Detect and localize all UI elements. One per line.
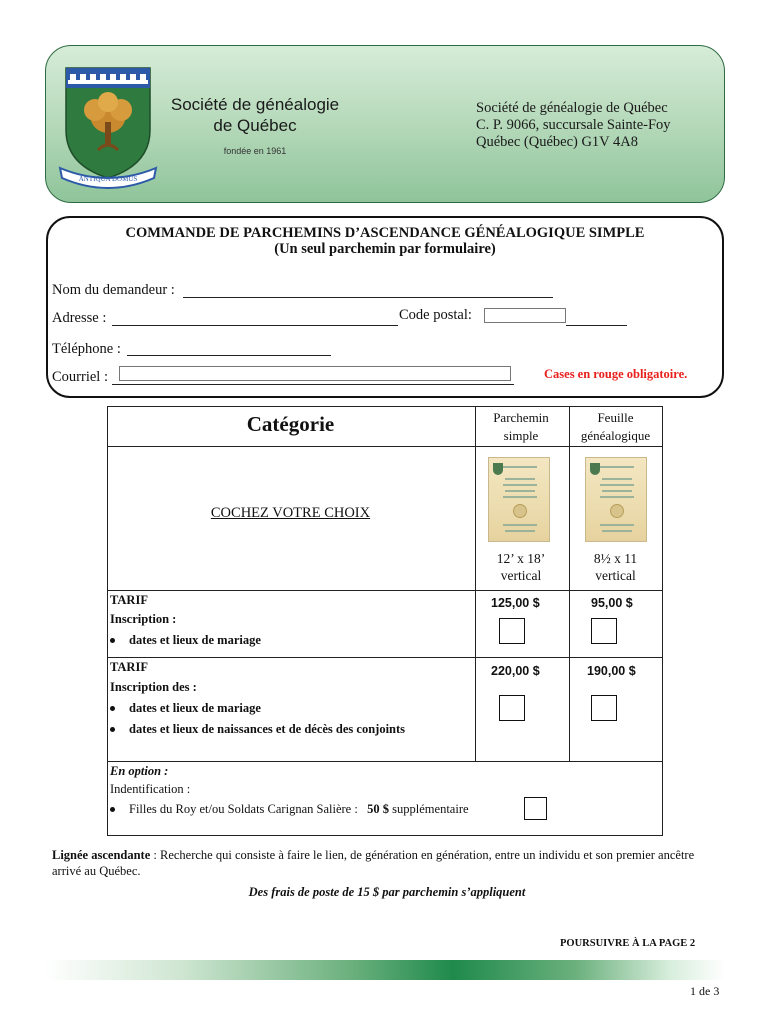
col-parchemin-header-line1: Parchemin: [493, 410, 549, 425]
founded-date: fondée en 1961: [223, 146, 287, 156]
org-name: Société de généalogie: [170, 95, 340, 114]
feuille-preview-image: [585, 457, 647, 542]
option-price: 50 $: [367, 802, 390, 816]
category-header: Catégorie: [246, 412, 335, 436]
option-item: Filles du Roy et/ou Soldats Carignan Salière : 50 $ supplémentaire: [110, 802, 469, 817]
col-feuille-header-line2: généalogique: [580, 428, 651, 443]
postal-code-underline: [566, 325, 627, 326]
row2-feuille-checkbox[interactable]: [591, 695, 617, 721]
name-field[interactable]: [183, 297, 553, 298]
category-table: [107, 406, 663, 836]
org-name-line2: de Québec: [213, 116, 297, 135]
email-label: Courriel :: [52, 369, 108, 385]
row2-tarif-label: TARIF: [110, 660, 148, 674]
option-checkbox[interactable]: [524, 797, 547, 820]
row1-parchemin-price: 125,00 $: [491, 596, 540, 610]
parchemin-orientation: vertical: [500, 568, 542, 583]
row1-inscription-label: Inscription :: [110, 612, 177, 626]
continue-to-page-2: POURSUIVRE À LA PAGE 2: [560, 938, 696, 949]
option-title: En option :: [110, 764, 169, 778]
row1-parchemin-checkbox[interactable]: [499, 618, 525, 644]
parchemin-size: 12’ x 18’: [496, 551, 546, 566]
bullet-icon: [110, 706, 115, 711]
row2-feuille-price: 190,00 $: [587, 664, 636, 678]
phone-label: Téléphone :: [52, 341, 121, 357]
mailing-address-line3: Québec (Québec) G1V 4A8: [476, 134, 638, 150]
row2-bullet-item: dates et lieux de naissances et de décès des conjoints: [110, 722, 405, 737]
table-divider: [108, 446, 662, 447]
required-fields-note: Cases en rouge obligatoire.: [544, 367, 688, 381]
email-input[interactable]: [119, 366, 511, 381]
page-number: 1 de 3: [690, 984, 720, 998]
mailing-address-line2: C. P. 9066, succursale Sainte-Foy: [476, 117, 671, 133]
society-crest-logo: [58, 60, 158, 190]
row1-feuille-price: 95,00 $: [591, 596, 633, 610]
row2-parchemin-price: 220,00 $: [491, 664, 540, 678]
footer-stripe: [45, 960, 725, 980]
mailing-address-line1: Société de généalogie de Québec: [476, 100, 668, 116]
row1-bullet-item: dates et lieux de mariage: [110, 633, 261, 648]
table-divider: [108, 657, 662, 658]
col-feuille-header-line1: Feuille: [597, 410, 634, 425]
lignee-definition: [52, 848, 722, 879]
table-divider: [108, 761, 662, 762]
bullet-icon: [110, 638, 115, 643]
crest-motto: ANTIQUA DOMUS: [78, 175, 138, 183]
name-label: Nom du demandeur :: [52, 282, 175, 298]
table-divider: [108, 590, 662, 591]
col-parchemin-header-line2: simple: [503, 428, 539, 443]
lignee-text: : Recherche qui consiste à faire le lien, de génération en génération, entre un individu et son premier ancêtre arrivé au Québec.: [52, 848, 695, 878]
feuille-orientation: vertical: [595, 568, 636, 583]
row2-inscription-label: Inscription des :: [110, 680, 197, 694]
choose-instruction: COCHEZ VOTRE CHOIX: [210, 505, 371, 521]
option-label: Indentification :: [110, 782, 191, 796]
row2-bullet-item: dates et lieux de mariage: [110, 701, 261, 716]
option-price-suffix: supplémentaire: [392, 802, 469, 816]
postal-code-input[interactable]: [484, 308, 566, 323]
address-field[interactable]: [112, 325, 398, 326]
form-subtitle: (Un seul parchemin par formulaire): [274, 241, 496, 257]
shipping-note: Des frais de poste de 15 $ par parchemin s’appliquent: [248, 885, 526, 899]
parchemin-preview-image: [488, 457, 550, 542]
address-label: Adresse :: [52, 310, 107, 326]
feuille-size: 8½ x 11: [593, 551, 638, 566]
phone-field[interactable]: [127, 355, 331, 356]
postal-code-label: Code postal:: [399, 307, 472, 323]
bullet-icon: [110, 807, 115, 812]
row1-tarif-label: TARIF: [110, 593, 148, 607]
row2-parchemin-checkbox[interactable]: [499, 695, 525, 721]
lignee-term: Lignée ascendante: [52, 848, 151, 862]
email-underline: [112, 384, 514, 385]
form-title: COMMANDE DE PARCHEMINS D’ASCENDANCE GÉNÉALOGIQUE SIMPLE: [125, 225, 645, 241]
row1-feuille-checkbox[interactable]: [591, 618, 617, 644]
bullet-icon: [110, 727, 115, 732]
